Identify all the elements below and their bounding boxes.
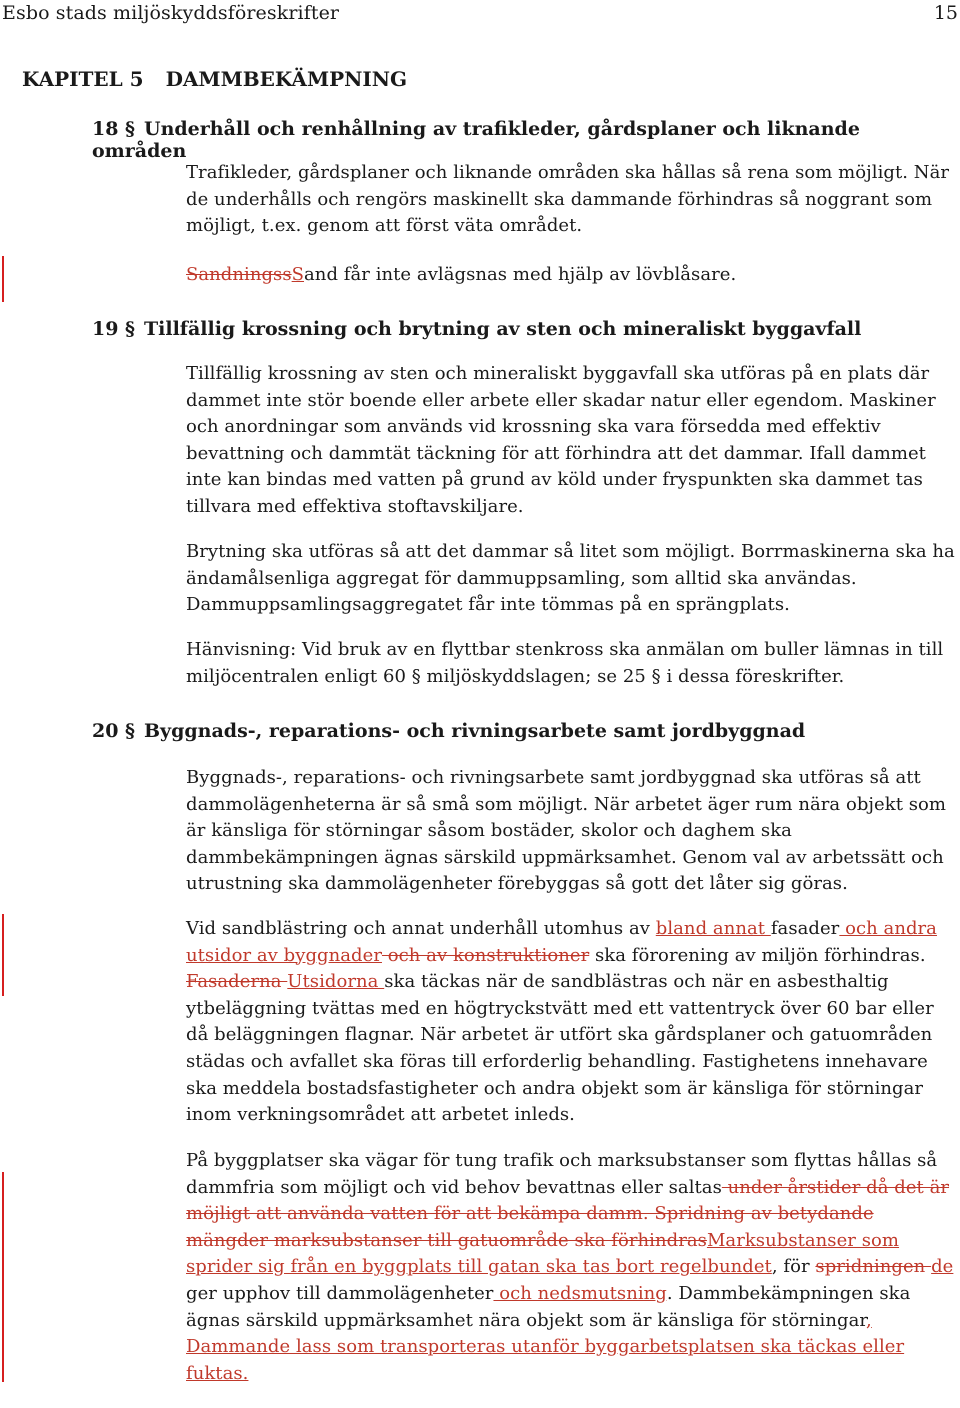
section-title: Underhåll och renhållning av trafikleder, gårdsplaner och liknande områden — [92, 118, 860, 162]
section-19-heading — [92, 318, 861, 340]
chapter-label: KAPITEL 5 — [22, 67, 144, 91]
inserted-text: och andra utsidor av byggnader — [186, 918, 937, 966]
inserted-text: Utsidorna — [287, 971, 385, 993]
section-18-heading — [92, 118, 960, 162]
deleted-text: Sandningss — [186, 264, 292, 285]
inserted-text: Marksubstanser som sprider sig från en byggplats till gatan ska tas bort regelbundet — [186, 1229, 900, 1278]
section-20-paragraph-3: På byggplatser ska vägar för tung trafik och marksubstanser som flyttas hållas så dammfria som möjligt och vid behov bevattnas eller saltas under årstider då det är möjligt att använda vatten för att bekämpa damm. Spridning av betydande mängder marksubstanser till gatuområde ska förhindrasMarksubstanser som sprider sig från en byggplats till gatan ska tas bort regelbundet, för spridningen de ger upphov till dammolägenheter och nedsmutsning. Dammbekämpningen ska ägnas särskild uppmärksamhet nära objekt som är känsliga för störningar, Dammande lass som transporteras utanför byggarbetsplatsen ska täckas eller fuktas. — [186, 1150, 954, 1384]
section-20-paragraph-2: Vid sandblästring och annat underhåll utomhus av bland annat fasader och andra utsidor av byggnader och av konstruktioner ska förorening av miljön förhindras. Fasaderna Utsidorna ska täckas när de sandblästras och när en asbesthaltig ytbeläggning tvättas med en högtryckstvätt med ett vattentryck över 60 bar eller då beläggningen flagnar. När arbetet är utfört ska gårdsplaner och gatuområden städas och avfallet ska föras till erforderlig behandling. Fastighetens innehavare ska meddela bostadsfastigheter och andra objekt som är känsliga för störningar inom verkningsområdet att arbetet inleds. — [186, 918, 937, 1126]
section-number: 19 § — [92, 318, 135, 340]
section-number: 18 § — [92, 118, 135, 140]
deleted-text: spridningen — [815, 1256, 932, 1278]
inserted-text: , Dammande lass som transporteras utanför byggarbetsplatsen ska täckas eller fuktas. — [186, 1309, 905, 1384]
change-bar — [2, 256, 4, 302]
section-title: Tillfällig krossning och brytning av sten och mineraliskt byggavfall — [144, 318, 862, 340]
change-bar — [2, 914, 4, 996]
section-20-heading — [92, 720, 805, 742]
document-header-title: Esbo stads miljöskyddsföreskrifter — [2, 2, 340, 24]
section-19-paragraph-1: Tillfällig krossning av sten och mineraliskt byggavfall ska utföras på en plats där dammet inte stör boende eller arbete eller skadar natur eller egendom. Maskiner och anordningar som används vid krossning ska vara försedda med effektiv bevattning och dammtät täckning för att förhindra att det dammar. Ifall dammet inte kan bindas med vatten på grund av köld under fryspunkten ska dammet tas tillvara med effektiva stoftavskiljare. — [186, 363, 936, 517]
inserted-text: S — [291, 264, 305, 285]
deleted-text: och av konstruktioner — [381, 944, 590, 966]
section-18-paragraph-1: Trafikleder, gårdsplaner och liknande områden ska hållas så rena som möjligt. När de underhålls och rengörs maskinellt ska dammande förhindras så noggrant som möjligt, t.ex. genom att först väta området. — [186, 162, 950, 237]
deleted-text: Fasaderna — [186, 971, 288, 993]
inserted-text: de — [931, 1256, 954, 1278]
change-bar — [2, 1172, 4, 1382]
chapter-title: DAMMBEKÄMPNING — [165, 67, 408, 91]
section-18-paragraph-2: SandningssSand får inte avlägsnas med hjälp av lövblåsare. — [186, 264, 737, 285]
inserted-text: bland annat — [655, 918, 771, 939]
section-19-reference: Hänvisning: Vid bruk av en flyttbar stenkross ska anmälan om buller lämnas in till miljöcentralen enligt 60 § miljöskyddslagen; se 25 § i dessa föreskrifter. — [186, 639, 944, 687]
section-19-paragraph-2: Brytning ska utföras så att det dammar så litet som möjligt. Borrmaskinerna ska ha ändamålsenliga aggregat för dammuppsamling, som alltid ska användas. Dammuppsamlingsaggregatet får inte tömmas på en sprängplats. — [186, 541, 955, 616]
section-20-paragraph-1: Byggnads-, reparations- och rivningsarbete samt jordbyggnad ska utföras så att dammolägenheterna är så små som möjligt. När arbetet äger rum nära objekt som är känsliga för störningar såsom bostäder, skolor och daghem ska dammbekämpningen ägnas särskild uppmärksamhet. Genom val av arbetssätt och utrustning ska dammolägenheter förebyggas så gott det låter sig göras. — [186, 767, 947, 895]
section-number: 20 § — [92, 720, 135, 742]
inserted-text: och nedsmutsning — [493, 1282, 667, 1304]
chapter-heading — [22, 67, 407, 91]
page-number: 15 — [933, 2, 958, 24]
section-title: Byggnads-, reparations- och rivningsarbete samt jordbyggnad — [144, 720, 806, 742]
deleted-text: under årstider då det är möjligt att använda vatten för att bekämpa damm. Spridning av betydande mängder marksubstanser till gatuområde ska förhindras — [186, 1176, 950, 1251]
